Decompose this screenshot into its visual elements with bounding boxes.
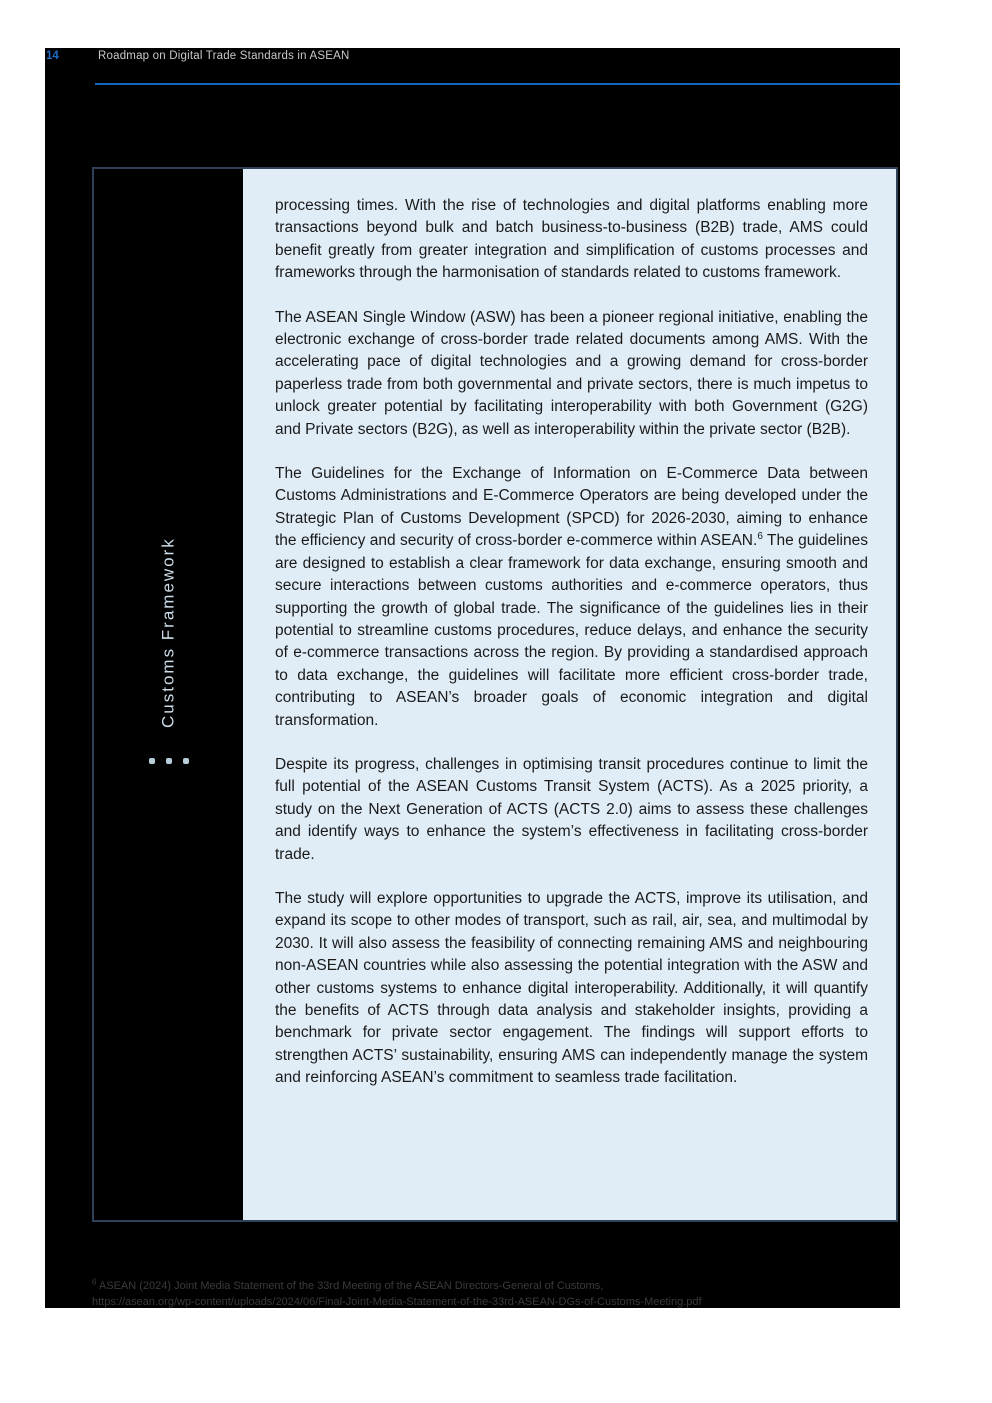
header-rule — [95, 83, 900, 85]
footnote-url[interactable]: https://asean.org/wp-content/uploads/2024/06/Final-Joint-Media-Statement-of-the-33rd-ASEAN-DGs-of-Customs-Meeting.pdf — [92, 1295, 702, 1308]
section-label-vertical: Customs Framework — [158, 537, 178, 729]
paragraph-5: The study will explore opportunities to upgrade the ACTS, improve its utilisation, and expand its scope to other modes of transport, such as rail, air, sea, and multimodal by 2030. It will also assess the feasibility of connecting remaining AMS and neighbouring non-ASEAN countries while also assessing the potential integration with the ASW and other customs systems to enhance digital interoperability. Additionally, it will quantify the benefits of ACTS through data analysis and stakeholder insights, providing a benchmark for private sector engagement. The findings will support efforts to strengthen ACTS’ sustainability, ensuring AMS can independently manage the system and reinforcing ASEAN’s commitment to seamless trade facilitation. — [275, 889, 868, 1087]
page-band — [45, 48, 900, 1308]
section-dots — [94, 758, 243, 764]
page-number: 14 — [46, 50, 59, 62]
body-text-column — [243, 169, 896, 1220]
footnote — [92, 1279, 792, 1310]
footnote-text: ASEAN (2024) Joint Media Statement of the 33rd Meeting of the ASEAN Directors-General of Customs, — [98, 1280, 604, 1292]
paragraph-1: processing times. With the rise of technologies and digital platforms enabling more transactions beyond bulk and batch business-to-business (B2B) trade, AMS could benefit greatly from greater integration and simplification of customs processes and frameworks through the harmonisation of standards related to customs framework. — [275, 197, 868, 282]
dot-icon — [149, 758, 155, 764]
side-column — [94, 169, 243, 1220]
footnote-reference: 6 — [757, 531, 763, 543]
paragraph-3 — [275, 463, 868, 732]
paragraph-4: Despite its progress, challenges in optimising transit procedures continue to limit the full potential of the ASEAN Customs Transit System (ACTS). As a 2025 priority, a study on the Next Generation of ACTS (ACTS 2.0) aims to assess these challenges and identify ways to enhance the system’s effectiveness in facilitating cross-border trade. — [275, 755, 868, 863]
paragraph-3-text: The Guidelines for the Exchange of Information on E-Commerce Data between Customs Administrations and E-Commerce Operators are being developed under the Strategic Plan of Customs Development (SPCD) for 2026-2030, aiming to enhance the efficiency and security of cross-border e-commerce within ASEAN. — [275, 465, 868, 550]
header-title: Roadmap on Digital Trade Standards in ASEAN — [98, 50, 350, 62]
dot-icon — [183, 758, 189, 764]
paragraph-2: The ASEAN Single Window (ASW) has been a pioneer regional initiative, enabling the electronic exchange of cross-border trade related documents among AMS. With the accelerating pace of digital technologies and a growing demand for cross-border paperless trade from both governmental and private sectors, there is much impetus to unlock greater potential by facilitating interoperability with both Government (G2G) and Private sectors (B2G), as well as interoperability within the private sector (B2B). — [275, 308, 868, 438]
content-box — [92, 167, 898, 1222]
footnote-line1 — [92, 1279, 792, 1295]
paragraph-3-text-cont: The guidelines are designed to establish a clear framework for data exchange, ensuring smooth and secure interactions between customs authorities and e-commerce operators, thus supporting the growth of global trade. The significance of the guidelines lies in their potential to streamline customs procedures, reduce delays, and enhance the security of e-commerce transactions across the region. By providing a standardised approach to data exchange, the guidelines will facilitate more efficient cross-border trade, contributing to ASEAN’s broader goals of economic integration and digital transformation. — [275, 532, 868, 729]
footnote-marker: 6 — [92, 1277, 97, 1287]
dot-icon — [166, 758, 172, 764]
